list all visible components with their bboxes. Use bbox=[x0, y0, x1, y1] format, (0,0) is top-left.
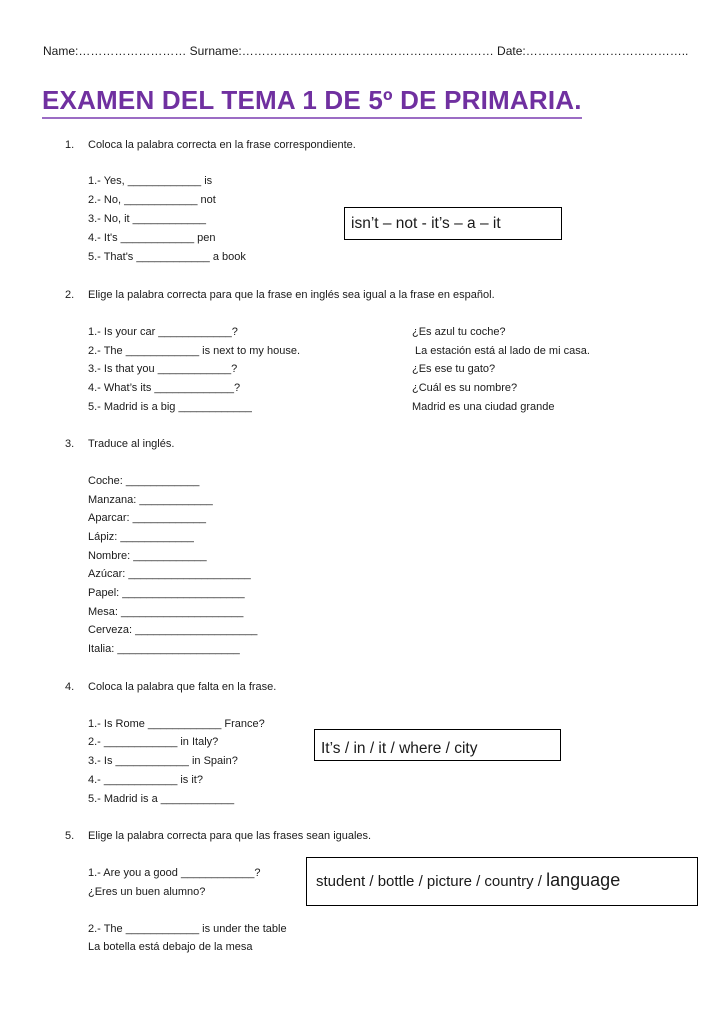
exercise-3-number: 3. bbox=[65, 438, 75, 450]
exercise-1-number: 1. bbox=[65, 139, 75, 151]
exercise-4-item: 3.- Is ____________ in Spain? bbox=[88, 755, 238, 767]
exercise-1-word-box: isn’t – not - it’s – a – it bbox=[344, 207, 562, 240]
exercise-4-item: 2.- ____________ in Italy? bbox=[88, 736, 219, 748]
exercise-3-item: Mesa: ____________________ bbox=[88, 606, 244, 618]
exercise-1-item: 4.- It's ____________ pen bbox=[88, 232, 216, 244]
exercise-3-item: Italia: ____________________ bbox=[88, 643, 240, 655]
exercise-2-translation: ¿Es azul tu coche? bbox=[412, 326, 506, 338]
student-info-line: Name:……………………… Surname:……………………………………………………… Date:………………………………….. bbox=[43, 44, 689, 58]
exercise-5-number: 5. bbox=[65, 830, 75, 842]
exercise-4-word-box: It’s / in / it / where / city bbox=[314, 729, 561, 761]
exercise-3-item: Azúcar: ____________________ bbox=[88, 568, 251, 580]
exercise-4-instruction: Coloca la palabra que falta en la frase. bbox=[88, 681, 277, 693]
exercise-3-item: Lápiz: ____________ bbox=[88, 531, 194, 543]
exercise-2-item: 2.- The ____________ is next to my house. bbox=[88, 345, 300, 357]
exercise-1-item: 2.- No, ____________ not bbox=[88, 194, 216, 206]
exercise-3-item: Papel: ____________________ bbox=[88, 587, 245, 599]
exercise-2-instruction: Elige la palabra correcta para que la frase en inglés sea igual a la frase en español. bbox=[88, 289, 495, 301]
exercise-2-item: 1.- Is your car ____________? bbox=[88, 326, 238, 338]
exercise-1-instruction: Coloca la palabra correcta en la frase correspondiente. bbox=[88, 139, 356, 151]
exercise-2-number: 2. bbox=[65, 289, 75, 301]
exercise-5-item: 2.- The ____________ is under the table bbox=[88, 923, 287, 935]
exercise-3-instruction: Traduce al inglés. bbox=[88, 438, 175, 450]
exercise-2-translation: ¿Es ese tu gato? bbox=[412, 363, 496, 375]
exercise-2-item: 4.- What’s its _____________? bbox=[88, 382, 241, 394]
exercise-5-item: 1.- Are you a good ____________? bbox=[88, 867, 261, 879]
exercise-5-word-box-last-word: language bbox=[546, 870, 621, 890]
exercise-2-translation: La estación está al lado de mi casa. bbox=[415, 345, 590, 357]
exercise-2-translation: Madrid es una ciudad grande bbox=[412, 401, 555, 413]
exercise-3-item: Aparcar: ____________ bbox=[88, 512, 207, 524]
exercise-2-item: 3.- Is that you ____________? bbox=[88, 363, 238, 375]
exercise-5-word-box-words: student / bottle / picture / country / bbox=[316, 873, 542, 890]
exercise-5-translation: La botella está debajo de la mesa bbox=[88, 941, 253, 953]
exercise-4-number: 4. bbox=[65, 681, 75, 693]
exercise-5-instruction: Elige la palabra correcta para que las frases sean iguales. bbox=[88, 830, 372, 842]
exercise-3-item: Coche: ____________ bbox=[88, 475, 200, 487]
exercise-4-item: 1.- Is Rome ____________ France? bbox=[88, 718, 265, 730]
exercise-2-item: 5.- Madrid is a big ____________ bbox=[88, 401, 252, 413]
exercise-4-item: 5.- Madrid is a ____________ bbox=[88, 793, 235, 805]
exercise-3-item: Nombre: ____________ bbox=[88, 550, 207, 562]
exercise-5-translation: ¿Eres un buen alumno? bbox=[88, 886, 206, 898]
exercise-1-item: 5.- That's ____________ a book bbox=[88, 251, 246, 263]
exercise-3-item: Manzana: ____________ bbox=[88, 494, 213, 506]
exercise-2-translation: ¿Cuál es su nombre? bbox=[412, 382, 518, 394]
exercise-3-item: Cerveza: ____________________ bbox=[88, 624, 258, 636]
exercise-5-word-box bbox=[306, 857, 698, 906]
exercise-1-item: 1.- Yes, ____________ is bbox=[88, 175, 213, 187]
exam-title: EXAMEN DEL TEMA 1 DE 5º DE PRIMARIA. bbox=[42, 84, 582, 119]
exercise-4-item: 4.- ____________ is it? bbox=[88, 774, 203, 786]
exercise-1-item: 3.- No, it ____________ bbox=[88, 213, 207, 225]
